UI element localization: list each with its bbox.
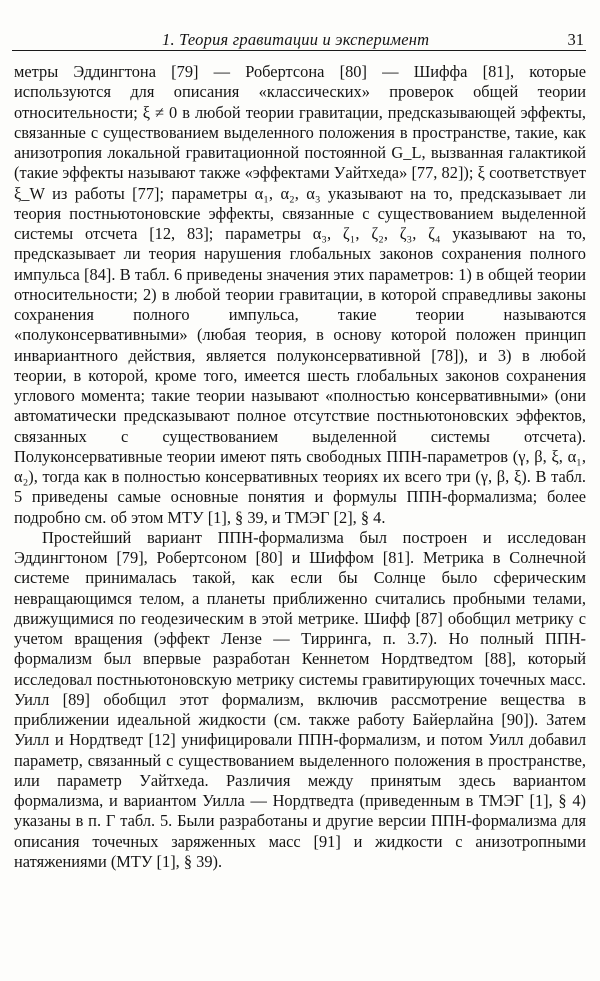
text-body xyxy=(14,62,586,872)
running-title: 1. Теория гравитации и эксперимент xyxy=(162,30,430,49)
paragraph-continued: метры Эддингтона [79] — Робертсона [80] — Шиффа [81], которые используются для описания «классических» проверок общей теории относительности; ξ ≠ 0 в любой теории гравитации, предсказывающей эффекты, связанные с существованием выделенного положения в пространстве, такие, как анизотропия локальной гравитационной постоянной G_L, вызванная галактикой (такие эффекты называют также «эффектами Уайтхеда» [77, 82]); ξ соответствует ξ_W из работы [77]; параметры α₁, α₂, α₃ указывают на то, предсказывает ли теория постньютоновские эффекты, связанные с существованием выделенной системы отсчета [12, 83]; параметры α₃, ζ₁, ζ₂, ζ₃, ζ₄ указывают на то, предсказывает ли теория нарушения глобальных законов сохранения полного импульса [84]. В табл. 6 приведены значения этих параметров: 1) в общей теории относительности; 2) в любой теории гравитации, в которой справедливы законы сохранения полного импульса, такие теории называются «полуконсервативными» (любая теория, в основу которой положен принцип инвариантного действия, является полуконсервативной [78]), и 3) в любой теории, в которой, кроме того, имеется шесть глобальных законов сохранения углового момента; такие теории называют «полностью консервативными» (они автоматически предсказывают полное отсутствие постньютоновских эффектов, связанных с существованием выделенной системы отсчета). Полуконсервативные теории имеют пять свободных ППН-параметров (γ, β, ξ, α₁, α₂), тогда как в полностью консервативных теориях их всего три (γ, β, ξ). В табл. 5 приведены самые основные понятия и формулы ППН-формализма; более подробно см. об этом МТУ [1], § 39, и ТМЭГ [2], § 4. xyxy=(14,62,586,527)
paragraph-ppn-history: Простейший вариант ППН-формализма был построен и исследован Эддингтоном [79], Робертсоном [80] и Шиффом [81]. Метрика в Солнечной системе принималась такой, как если бы Солнце было сферическим невращающимся телом, а планеты приближенно считались пробными телами, движущимися по геодезическим в этой метрике. Шифф [87] обобщил метрику с учетом вращения (эффект Лензе — Тирринга, п. 3.7). Но полный ППН-формализм был впервые разработан Кеннетом Нордтведтом [88], который исследовал постньютоновскую метрику системы гравитирующих точечных масс. Уилл [89] обобщил этот формализм, включив рассмотрение вещества в приближении идеальной жидкости (см. также работу Байерлайна [90]). Затем Уилл и Нордтведт [12] унифицировали ППН-формализм, и потом Уилл добавил параметр, связанный с существованием выделенного положения в пространстве, или параметр Уайтхеда. Различия между принятым здесь вариантом формализма, и вариантом Уилла — Нордтведта (приведенным в ТМЭГ [1], § 4) указаны в п. Г табл. 5. Были разработаны и другие версии ППН-формализма для описания точечных заряженных масс [91] и жидкости с анизотропными натяжениями (МТУ [1], § 39). xyxy=(14,527,586,871)
page-number: 31 xyxy=(567,30,584,49)
running-head xyxy=(12,28,586,51)
